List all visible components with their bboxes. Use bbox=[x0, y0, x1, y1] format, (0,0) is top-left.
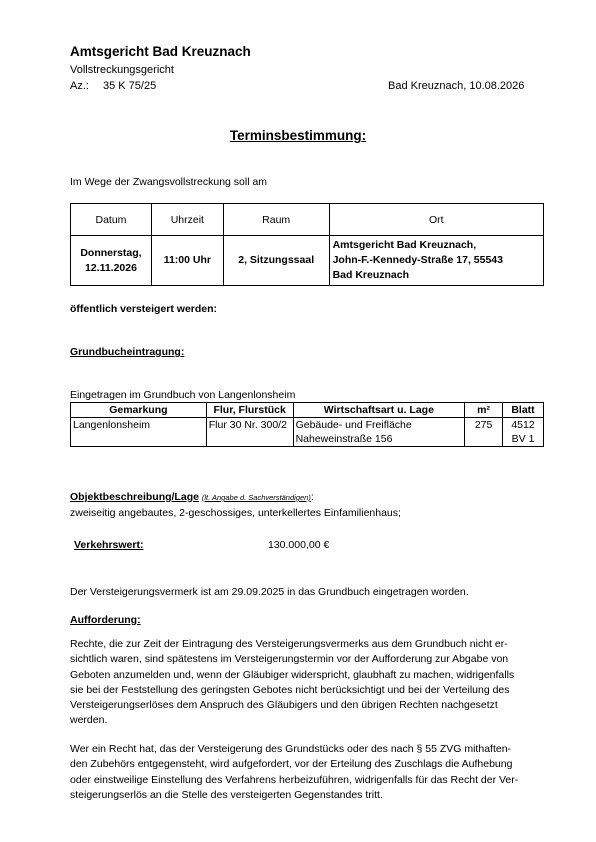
place-and-date: Bad Kreuznach, 10.08.2026 bbox=[388, 80, 525, 92]
request-heading: Aufforderung: bbox=[70, 614, 141, 626]
flur-value: Flur 30 Nr. 300/2 bbox=[206, 418, 293, 447]
header-room: Raum bbox=[223, 204, 329, 236]
header-wirtschaftsart: Wirtschaftsart u. Lage bbox=[293, 403, 465, 418]
document-title: Terminsbestimmung: bbox=[229, 128, 367, 143]
auction-note: Der Versteigerungsvermerk ist am 29.09.2025 in das Grundbuch eingetragen worden. bbox=[70, 586, 469, 598]
appointment-place: Amtsgericht Bad Kreuznach, John-F.-Kennedy-Straße 17, 55543 Bad Kreuznach bbox=[329, 236, 543, 286]
header-place: Ort bbox=[329, 204, 543, 236]
file-number-label: Az.: bbox=[70, 80, 89, 92]
file-number: 35 K 75/25 bbox=[103, 80, 157, 92]
object-description: zweiseitig angebautes, 2-geschossiges, unterkellertes Einfamilienhaus; bbox=[70, 507, 401, 519]
appointment-date: Donnerstag, 12.11.2026 bbox=[71, 236, 152, 286]
appointment-row bbox=[71, 236, 544, 286]
header-date: Datum bbox=[71, 204, 152, 236]
court-department: Vollstreckungsgericht bbox=[70, 64, 174, 76]
gemarkung-value: Langenlonsheim bbox=[71, 418, 207, 447]
request-paragraph-1: Rechte, die zur Zeit der Eintragung des Versteigerungsvermerks aus dem Grundbuch nicht er- sichtlich waren, sind spätestens im Versteigerungstermin vor der Aufforderung zur Abgabe von Geboten anzumelden und, wenn der Gläubiger widerspricht, glaubhaft zu machen, widrigenfalls sie bei der Feststellung des geringsten Gebotes nicht berücksichtigt und bei der Verteilung des Versteigerungserlöses dem Anspruch des Gläubigers und den übrigen Rechten nachgesetzt werden. bbox=[70, 638, 515, 727]
court-name: Amtsgericht Bad Kreuznach bbox=[70, 44, 251, 59]
wirtschaftsart-value: Gebäude- und Freifläche Naheweinstraße 156 bbox=[293, 418, 465, 447]
appointment-room: 2, Sitzungssaal bbox=[223, 236, 329, 286]
land-register-heading: Grundbucheintragung: bbox=[70, 346, 185, 358]
land-register-table bbox=[70, 402, 544, 447]
intro-text: Im Wege der Zwangsvollstreckung soll am bbox=[70, 176, 268, 188]
header-area: m² bbox=[465, 403, 503, 418]
request-paragraph-2: Wer ein Recht hat, das der Versteigerung des Grundstücks oder des nach § 55 ZVG mithaften- den Zubehörs entgegensteht, wird aufgefordert, vor der Erteilung des Zuschlags die Aufhebung oder einstweilige Einstellung des Verfahrens herbeizuführen, widrigenfalls für das Recht der Ver- steigerungserlös an die Stelle des versteigerten Gegenstandes tritt. bbox=[70, 743, 519, 801]
header-gemarkung: Gemarkung bbox=[71, 403, 207, 418]
blatt-value: 4512 BV 1 bbox=[503, 418, 544, 447]
auction-statement: öffentlich versteigert werden: bbox=[70, 303, 218, 315]
object-description-heading: Objektbeschreibung/Lage (lt. Angabe d. Sachverständigen): bbox=[70, 491, 314, 503]
land-register-intro: Eingetragen im Grundbuch von Langenlonsheim bbox=[70, 389, 296, 401]
market-value-label: Verkehrswert: bbox=[74, 539, 144, 551]
header-blatt: Blatt bbox=[503, 403, 544, 418]
header-flur: Flur, Flurstück bbox=[206, 403, 293, 418]
appointment-table-header bbox=[71, 204, 544, 236]
header-time: Uhrzeit bbox=[151, 204, 223, 236]
land-register-row bbox=[71, 418, 544, 447]
area-value: 275 bbox=[465, 418, 503, 447]
appointment-table bbox=[70, 203, 544, 286]
market-value: 130.000,00 € bbox=[268, 539, 330, 551]
land-register-header bbox=[71, 403, 544, 418]
appointment-time: 11:00 Uhr bbox=[151, 236, 223, 286]
